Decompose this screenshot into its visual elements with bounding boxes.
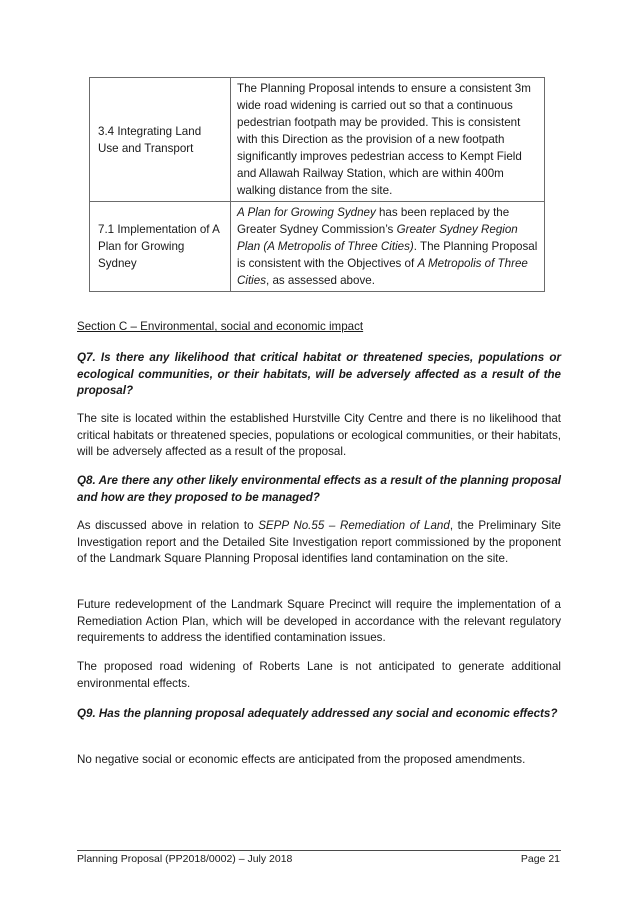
answer-q9: No negative social or economic effects are anticipated from the proposed amendments. [77,753,526,766]
comment-text: has been replaced by the Greater Sydney Commission’s [237,206,510,236]
direction-cell: 3.4 Integrating Land Use and Transport [90,78,231,202]
paragraph-text: , the Preliminary Site Investigation report and the Detailed Site Investigation report commissioned by the proponent of the Landmark Square Planning Proposal identifies land contamination on the site. [77,519,562,565]
answer-q8-paragraph-2: Future redevelopment of the Landmark Square Precinct will require the implementation of a Remediation Action Plan, which will be developed in accordance with the relevant regulatory requirements to address the identified contamination issues. [77,598,561,644]
answer-q8-paragraph-1 [77,518,561,568]
table-row [90,202,545,292]
question-q8: Q8. Are there any other likely environmental effects as a result of the planning proposal and how are they proposed to be managed? [77,474,561,504]
comment-text: . The Planning Proposal is consistent with the Objectives of [237,240,538,270]
italic-title: SEPP No.55 – Remediation of Land [258,519,450,532]
italic-title: A Metropolis of Three Cities [237,257,528,287]
section-heading: Section C – Environmental, social and economic impact [77,320,364,333]
comment-cell [231,202,545,292]
italic-title: A Plan for Growing Sydney [237,206,376,219]
question-q7: Q7. Is there any likelihood that critical habitat or threatened species, populations or ecological communities, or their habitats, will be adversely affected as a result of the proposal? [77,351,561,397]
footer-divider [77,850,561,851]
paragraph-text: As discussed above in relation to [77,519,259,532]
answer-q8-paragraph-3: The proposed road widening of Roberts Lane is not anticipated to generate additional environmental effects. [77,660,561,690]
footer-title: Planning Proposal (PP2018/0002) – July 2018 [77,853,293,865]
italic-title: Greater Sydney Region Plan (A Metropolis of Three Cities) [237,223,518,253]
direction-cell: 7.1 Implementation of A Plan for Growing Sydney [90,202,231,292]
page-number: Page 21 [520,853,560,865]
consistency-table [89,77,545,292]
answer-q7: The site is located within the established Hurstville City Centre and there is no likelihood that critical habitats or threatened species, populations or ecological communities, or their habitats, will be adversely affected as a result of the proposal. [77,412,561,458]
comment-text: , as assessed above. [266,274,375,287]
table-row [90,78,545,202]
question-q9: Q9. Has the planning proposal adequately addressed any social and economic effects? [77,707,558,720]
comment-cell: The Planning Proposal intends to ensure a consistent 3m wide road widening is carried out so that a continuous pedestrian footpath may be provided. This is consistent with this Direction as the provision of a new footpath significantly improves pedestrian access to Kempt Field and Allawah Railway Station, which are within 400m walking distance from the site. [231,78,545,202]
